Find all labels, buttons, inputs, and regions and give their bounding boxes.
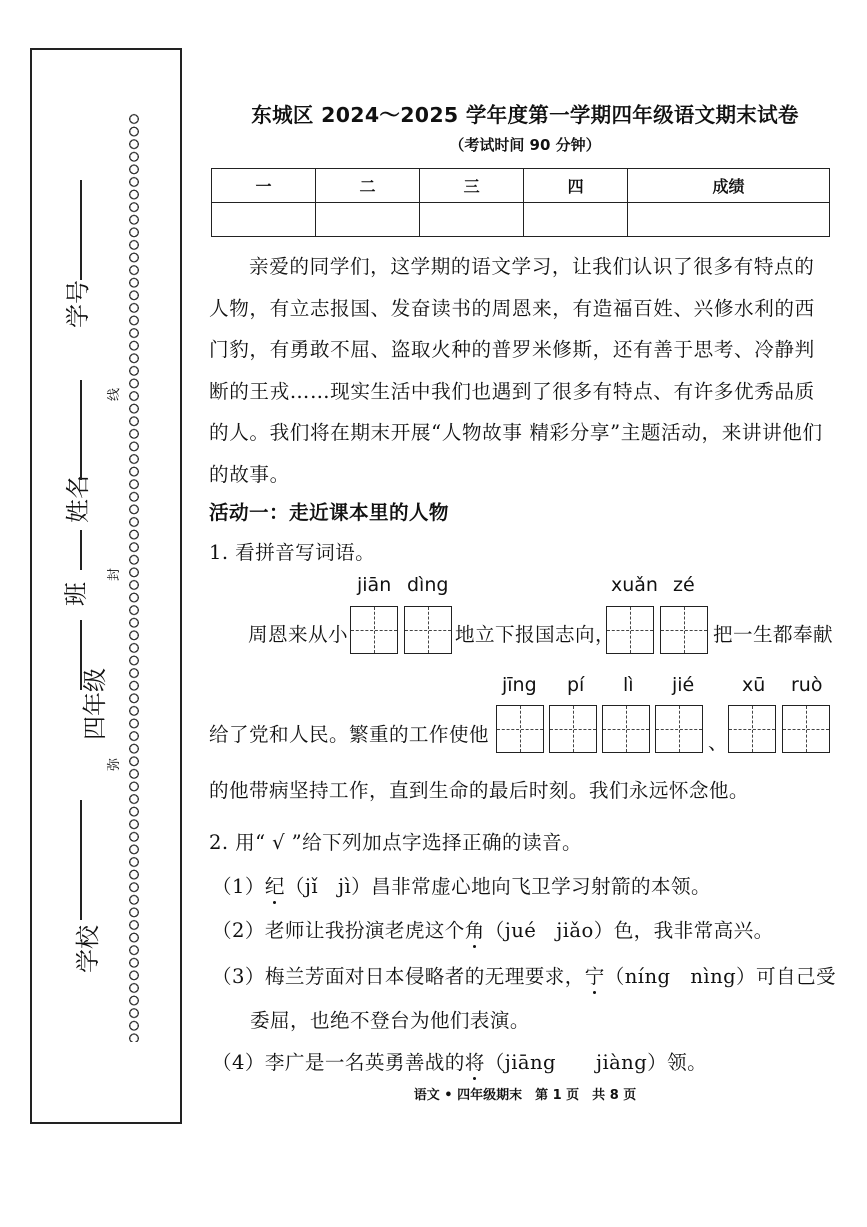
score-header-cell: 一	[212, 169, 316, 203]
pinyin-jian: jiān	[357, 574, 392, 596]
activity-1-title: 活动一：走近课本里的人物	[209, 501, 449, 524]
sentence-3: 的他带病坚持工作，直到生命的最后时刻。我们永远怀念他。	[209, 779, 749, 802]
score-header-cell: 二	[316, 169, 420, 203]
page-footer: 语文 • 四年级期末 第 1 页 共 8 页	[413, 1088, 637, 1103]
number-field-line	[80, 180, 82, 280]
intro-paragraph: 亲爱的同学们，这学期的语文学习，让我们认识了很多有特点的人物，有立志报国、发奋读书的周恩来，有造福百姓、兴修水利的西门豹，有勇敢不屈、盗取火种的普罗米修斯，还有善于思考、冷静判断的王戎……现实生活中我们也遇到了很多有特点、有许多优秀品质的人。我们将在期末开展“人物故事 精彩分享”主题活动，来讲讲他们的故事。	[209, 255, 823, 486]
pinyin-li: lì	[623, 674, 634, 696]
tianzige-box[interactable]	[404, 606, 452, 654]
exam-duration: （考试时间 90 分钟）	[449, 136, 601, 154]
tianzige-box[interactable]	[782, 705, 830, 753]
cut-mark-feng: 封	[107, 567, 123, 582]
tianzige-box[interactable]	[660, 606, 708, 654]
cut-mark-mi: 弥	[107, 757, 123, 772]
sentence-1-part-c: 把一生都奉献	[713, 623, 833, 646]
question-2-item-2: （2）老师让我扮演老虎这个角（jué jiǎo）色，我非常高兴。	[212, 919, 774, 942]
dotted-char: 角	[464, 919, 485, 942]
score-table-blank-row	[212, 203, 830, 237]
question-1-title: 1. 看拼音写词语。	[209, 541, 376, 564]
sentence-2-separator: 、	[708, 731, 728, 754]
score-blank-cell[interactable]	[628, 203, 830, 237]
grade-field-line	[80, 620, 82, 690]
pinyin-jing: jīng	[502, 674, 537, 696]
class-label: 班	[62, 582, 90, 606]
dotted-char: 宁	[584, 965, 605, 988]
tianzige-box[interactable]	[655, 705, 703, 753]
school-label: 学校	[74, 925, 102, 973]
score-header-cell: 三	[420, 169, 524, 203]
question-2-item-3: （3）梅兰芳面对日本侵略者的无理要求，宁（níng nìng）可自己受	[212, 965, 837, 988]
dotted-char: 将	[464, 1051, 485, 1074]
number-label: 学号	[64, 280, 92, 328]
school-field-line	[80, 800, 82, 920]
sentence-2-part-a: 给了党和人民。繁重的工作使他	[209, 723, 489, 746]
score-table	[211, 168, 830, 237]
name-field-line	[80, 380, 82, 480]
score-header-cell: 成绩	[628, 169, 830, 203]
question-2-item-1: （1）纪（jǐ jì）昌非常虚心地向飞卫学习射箭的本领。	[212, 875, 712, 898]
question-2-item-4: （4）李广是一名英勇善战的将（jiāng jiàng）领。	[212, 1051, 708, 1074]
tianzige-box[interactable]	[602, 705, 650, 753]
tianzige-box[interactable]	[606, 606, 654, 654]
question-2-item-3-continued: 委屈，也绝不登台为他们表演。	[250, 1009, 530, 1032]
pinyin-ding: dìng	[407, 574, 449, 596]
score-blank-cell[interactable]	[212, 203, 316, 237]
tianzige-box[interactable]	[496, 705, 544, 753]
pinyin-jie: jié	[672, 674, 695, 696]
grade-label: 四年级	[81, 668, 109, 740]
tianzige-box[interactable]	[350, 606, 398, 654]
cut-mark-xian: 线	[107, 387, 123, 402]
pinyin-pi: pí	[567, 674, 585, 696]
dotted-char: 纪	[264, 875, 285, 898]
pinyin-ze: zé	[673, 574, 695, 596]
score-header-cell: 四	[524, 169, 628, 203]
question-2-title: 2. 用“ √ ”给下列加点字选择正确的读音。	[209, 831, 583, 854]
sentence-1-part-b: 地立下报国志向，	[455, 623, 615, 646]
tianzige-box[interactable]	[549, 705, 597, 753]
score-table-header-row	[212, 169, 830, 203]
class-field-line	[80, 530, 82, 570]
pinyin-xuan: xuǎn	[611, 574, 658, 596]
score-blank-cell[interactable]	[316, 203, 420, 237]
pinyin-xu: xū	[742, 674, 766, 696]
name-label: 姓名	[64, 475, 92, 523]
exam-title: 东城区 2024～2025 学年度第一学期四年级语文期末试卷	[251, 103, 799, 127]
score-blank-cell[interactable]	[524, 203, 628, 237]
pinyin-ruo: ruò	[791, 674, 823, 696]
score-blank-cell[interactable]	[420, 203, 524, 237]
tianzige-box[interactable]	[728, 705, 776, 753]
seal-circle-line	[127, 112, 141, 1042]
sentence-1-part-a: 周恩来从小	[248, 623, 348, 646]
